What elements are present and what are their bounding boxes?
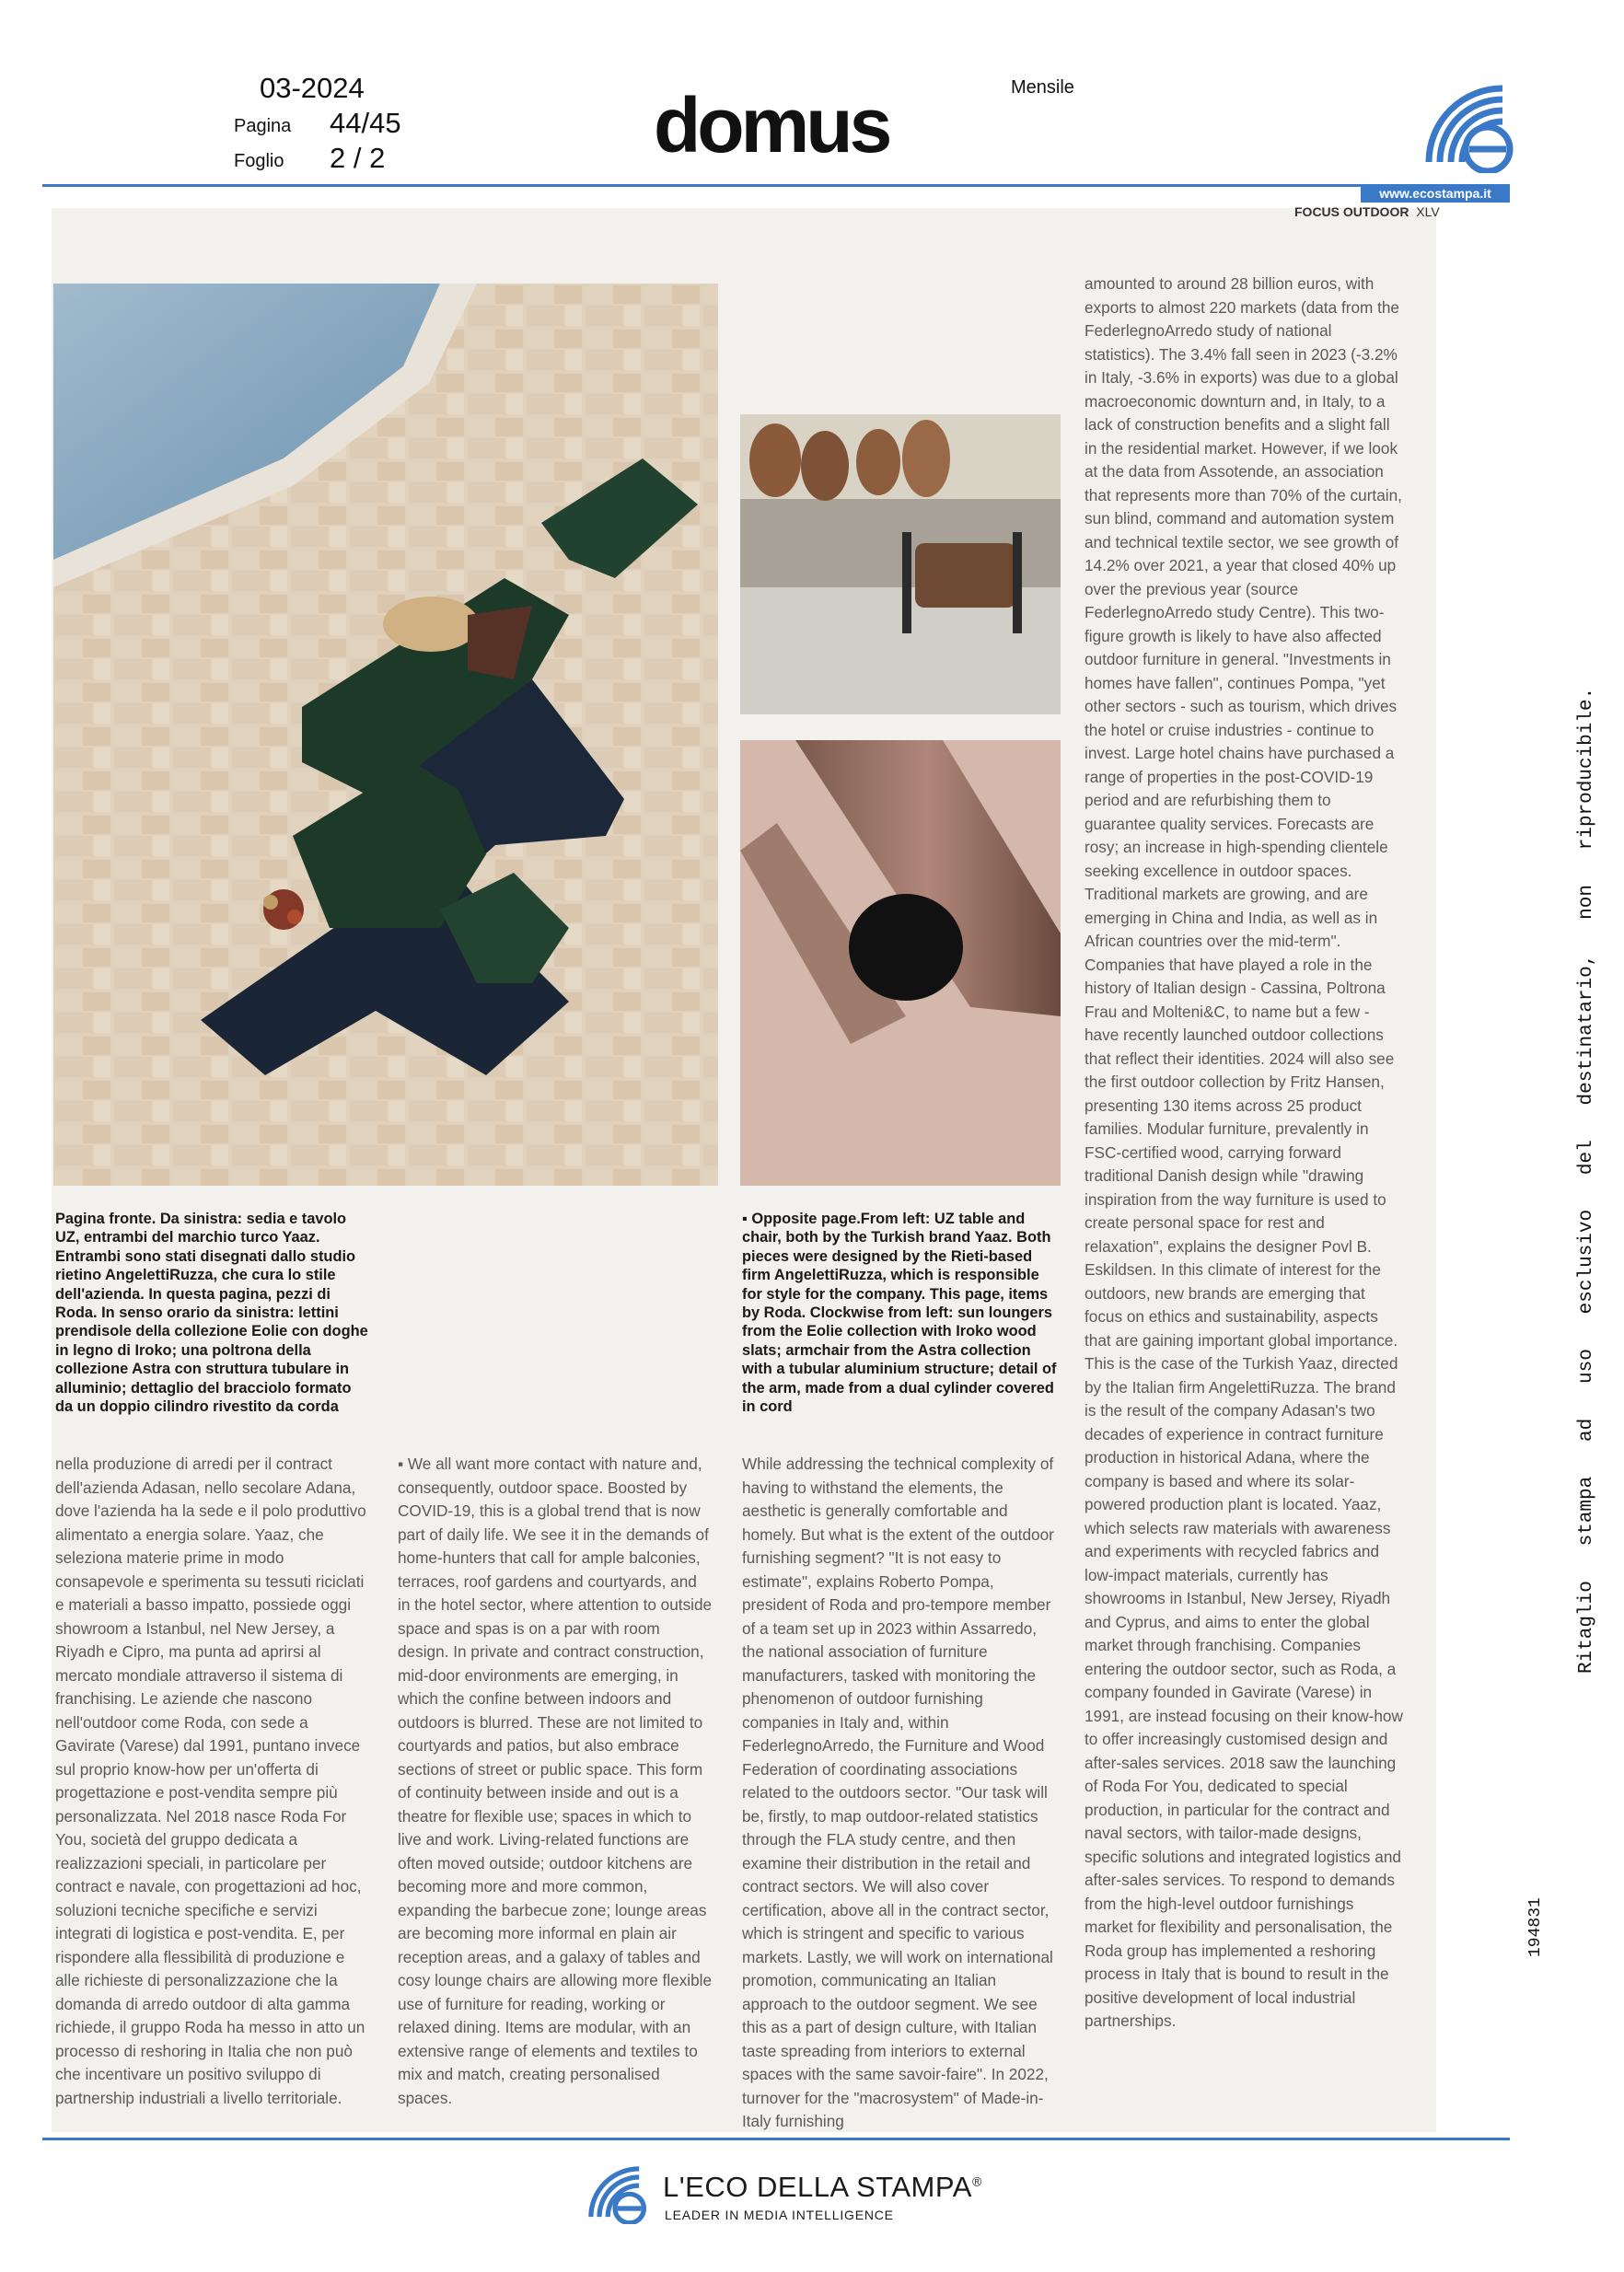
body-column-4: amounted to around 28 billion euros, with exports to almost 220 markets (data from the FederlegnoArredo study of national statistics). The 3.4% fall seen in 2023 (-3.2% in Italy, -3.6% in exports) was due to a global macroeconomic downturn and, in Italy, to a lack of construction benefits and a slight fall in the residential market. However, if we look at the data from Assotende, an association that represents more than 70% of the curtain, sun blind, command and automation system and technical textile sector, we see growth of 14.2% over 2021, a year that closed 40% up over the previous year (source FederlegnoArredo study Centre). This two-figure growth is likely to have also affected outdoor furniture in general. "Investments in homes have fallen", continues Pompa, "yet other sectors - such as tourism, which drives the hotel or cruise industries - continue to invest. Large hotel chains have purchased a range of properties in the post-COVID-19 period and are refurbishing them to guarantee quality services. Forecasts are rosy; an increase in high-spending clientele seeking excellence in outdoor spaces. Traditional markets are growing, and are emerging in China and India, as well as in African countries over the mid-term". Companies that have played a role in the history of Italian design - Cassina, Poltrona Frau and Molteni&C, to name but a few - have recently launched outdoor collections that reflect their identities. 2024 will also see the first outdoor collection by Fritz Hansen, presenting 130 items across 25 product families. Modular furniture, prevalently in FSC-certified wood, carrying forward traditional Danish design while "drawing inspiration from the way furniture is used to create personal space for rest and relaxation", explains the designer Povl B. Eskildsen. In this climate of interest for the outdoors, new brands are emerging that focus on ethics and sustainability, aspects that are gaining important global importance. This is the case of the Turkish Yaaz, directed by the Italian firm AngelettiRuzza. The brand is the result of the company Adasan's two decades of experience in contract furniture production in historical Adana, where the company is based and where its solar-powered production plant is located. Yaaz, which selects raw materials with awareness and experiments with recycled fabrics and low-impact materials, currently has showrooms in Istanbul, New Jersey, Riyadh and Cyprus, and aims to enter the global market through franchising. Companies entering the outdoor sector, such as Roda, a company founded in Gavirate (Varese) in 1991, are instead focusing on their know-how to offer increasingly customised design and after-sales services. 2018 saw the launching of Roda For You, dedicated to special production, in particular for the contract and naval sectors, with tailor-made designs, specific solutions and integrated logistics and after-sales services. To respond to demands from the high-level outdoor furnishings market for flexibility and personalisation, the Roda group has implemented a reshoring process in Italy that is bound to result in the positive development of local industrial partnerships. xyxy=(1085,274,1403,2030)
registered-mark: ® xyxy=(971,2173,982,2189)
ecostampa-footer-logo-icon xyxy=(584,2162,650,2224)
sheet-value: 2 / 2 xyxy=(330,142,386,174)
photo-armchair xyxy=(740,414,1061,714)
photo-armrest-detail xyxy=(740,740,1061,1186)
body-column-1: nella produzione di arredi per il contract dell'azienda Adasan, nello secolare Adana, dove l'azienda ha la sede e il polo produttivo alimentato a energia solare. Yaaz, che seleziona materie prime in modo consapevole e sperimenta su tessuti riciclati e materiali a basso impatto, possiede oggi showroom a Istanbul, nel New Jersey, a Riyadh e Cipro, ma punta ad aprirsi al mercato mondiale attraverso il sistema di franchising. Le aziende che nascono nell'outdoor come Roda, con sede a Gavirate (Varese) dal 1991, puntano invece sul proprio know-how per un'offerta di progettazione e post-vendita sempre più personalizzata. Nel 2018 nasce Roda For You, società del gruppo dedicata a realizzazioni speciali, in particolare per contract e navale, con progettazioni ad hoc, soluzioni tecniche specifiche e servizi integrati di logistica e post-vendita. E, per rispondere alla flessibilità di produzione e alle richieste di personalizzazione che la domanda di arredo outdoor di alta gamma richiede, il gruppo Roda ha messo in atto un processo di reshoring in Italia che non può che incentivare un positivo sviluppo di partnership industriali a livello territoriale. xyxy=(55,1455,366,2107)
page-label: Pagina xyxy=(234,116,292,136)
body-column-2: ▪ We all want more contact with nature and, consequently, outdoor space. Boosted by COVID-19, this is a global trend that is now part of daily life. We see it in the demands of home-hunters that call for ample balconies, terraces, roof gardens and courtyards, and in the hotel sector, where attention to outside space and spas is on a par with room design. In private and contract construction, mid-door environments are emerging, in which the confine between indoors and outdoors is blurred. These are not limited to courtyards and patios, but also embrace sections of street or public space. This form of continuity between inside and out is a theatre for flexible use; spaces in which to live and work. Living-related functions are often moved outside; outdoor kitchens are becoming more and more common, expanding the barbecue zone; lounge areas are becoming more informal en plain air reception areas, and a galaxy of tables and cosy lounge chairs are allowing more flexible use of furniture for reading, working or relaxed dining. Items are modular, with an extensive range of elements and textiles to mix and match, creating personalised spaces. xyxy=(398,1455,713,2107)
reproduction-notice: Ritaglio stampa ad uso esclusivo del destinatario, non riproducibile. xyxy=(1576,687,1597,1674)
website-badge: www.ecostampa.it xyxy=(1361,184,1510,203)
caption-english: ▪ Opposite page.From left: UZ table and chair, both by the Turkish brand Yaaz. Both pieces were designed by the Rieti-based firm AngelettiRuzza, which is responsible for style for the company. This page, items by Roda. Clockwise from left: sun loungers from the Eolie collection with Iroko wood slats; armchair from the Astra collection with a tubular aluminium structure; detail of the arm, made from a dual cylinder covered in cord xyxy=(742,1211,1057,1416)
ecostampa-logo-icon xyxy=(1418,77,1519,173)
photo-sun-loungers xyxy=(53,284,718,1186)
section-header xyxy=(1294,204,1440,219)
footer-rule xyxy=(42,2138,1510,2140)
sheet-label: Foglio xyxy=(234,151,284,171)
footer-brand-text: L'ECO DELLA STAMPA xyxy=(663,2171,972,2203)
page-value: 44/45 xyxy=(330,107,401,139)
clipping-date: 03-2024 xyxy=(260,72,365,104)
header-rule xyxy=(42,184,1510,187)
clip-code: 194831 xyxy=(1526,1897,1545,1957)
magazine-masthead: domus xyxy=(654,82,889,168)
publication-frequency: Mensile xyxy=(1011,77,1074,98)
section-label: FOCUS OUTDOOR xyxy=(1294,204,1409,219)
body-column-3: While addressing the technical complexity of having to withstand the elements, the aesthetic is generally comfortable and homely. But what is the extent of the outdoor furnishing segment? "It is not easy to estimate", explains Roberto Pompa, president of Roda and pro-tempore member of a team set up in 2023 within Assarredo, the national association of furniture manufacturers, tasked with monitoring the phenomenon of outdoor furnishing companies in Italy and, within FederlegnoArredo, the Furniture and Wood Federation of coordinating associations related to the outdoors sector. "Our task will be, firstly, to map outdoor-related statistics through the FLA study centre, and then examine their distribution in the retail and contract sectors. We will also cover certification, above all in the contract sector, which is stringent and specific to various markets. Lastly, we will work on international promotion, communicating an Italian approach to the outdoor segment. We see this as a part of design culture, with Italian taste spreading from interiors to external spaces with the same savoir-faire". In 2022, turnover for the "macrosystem" of Made-in-Italy furnishing xyxy=(742,1455,1054,2130)
footer-tagline: LEADER IN MEDIA INTELLIGENCE xyxy=(665,2208,894,2222)
section-page-number: XLV xyxy=(1416,204,1440,219)
caption-italian: Pagina fronte. Da sinistra: sedia e tavolo UZ, entrambi del marchio turco Yaaz. Entrambi sono stati disegnati dallo studio rietino AngelettiRuzza, che cura lo stile dell'azienda. In questa pagina, pezzi di Roda. In senso orario da sinistra: lettini prendisole della collezione Eolie con doghe in legno di Iroko; una poltrona della collezione Astra con struttura tubulare in alluminio; dettaglio del bracciolo formato da un doppio cilindro rivestito da corda xyxy=(55,1211,368,1416)
footer-brand-name xyxy=(663,2171,982,2204)
